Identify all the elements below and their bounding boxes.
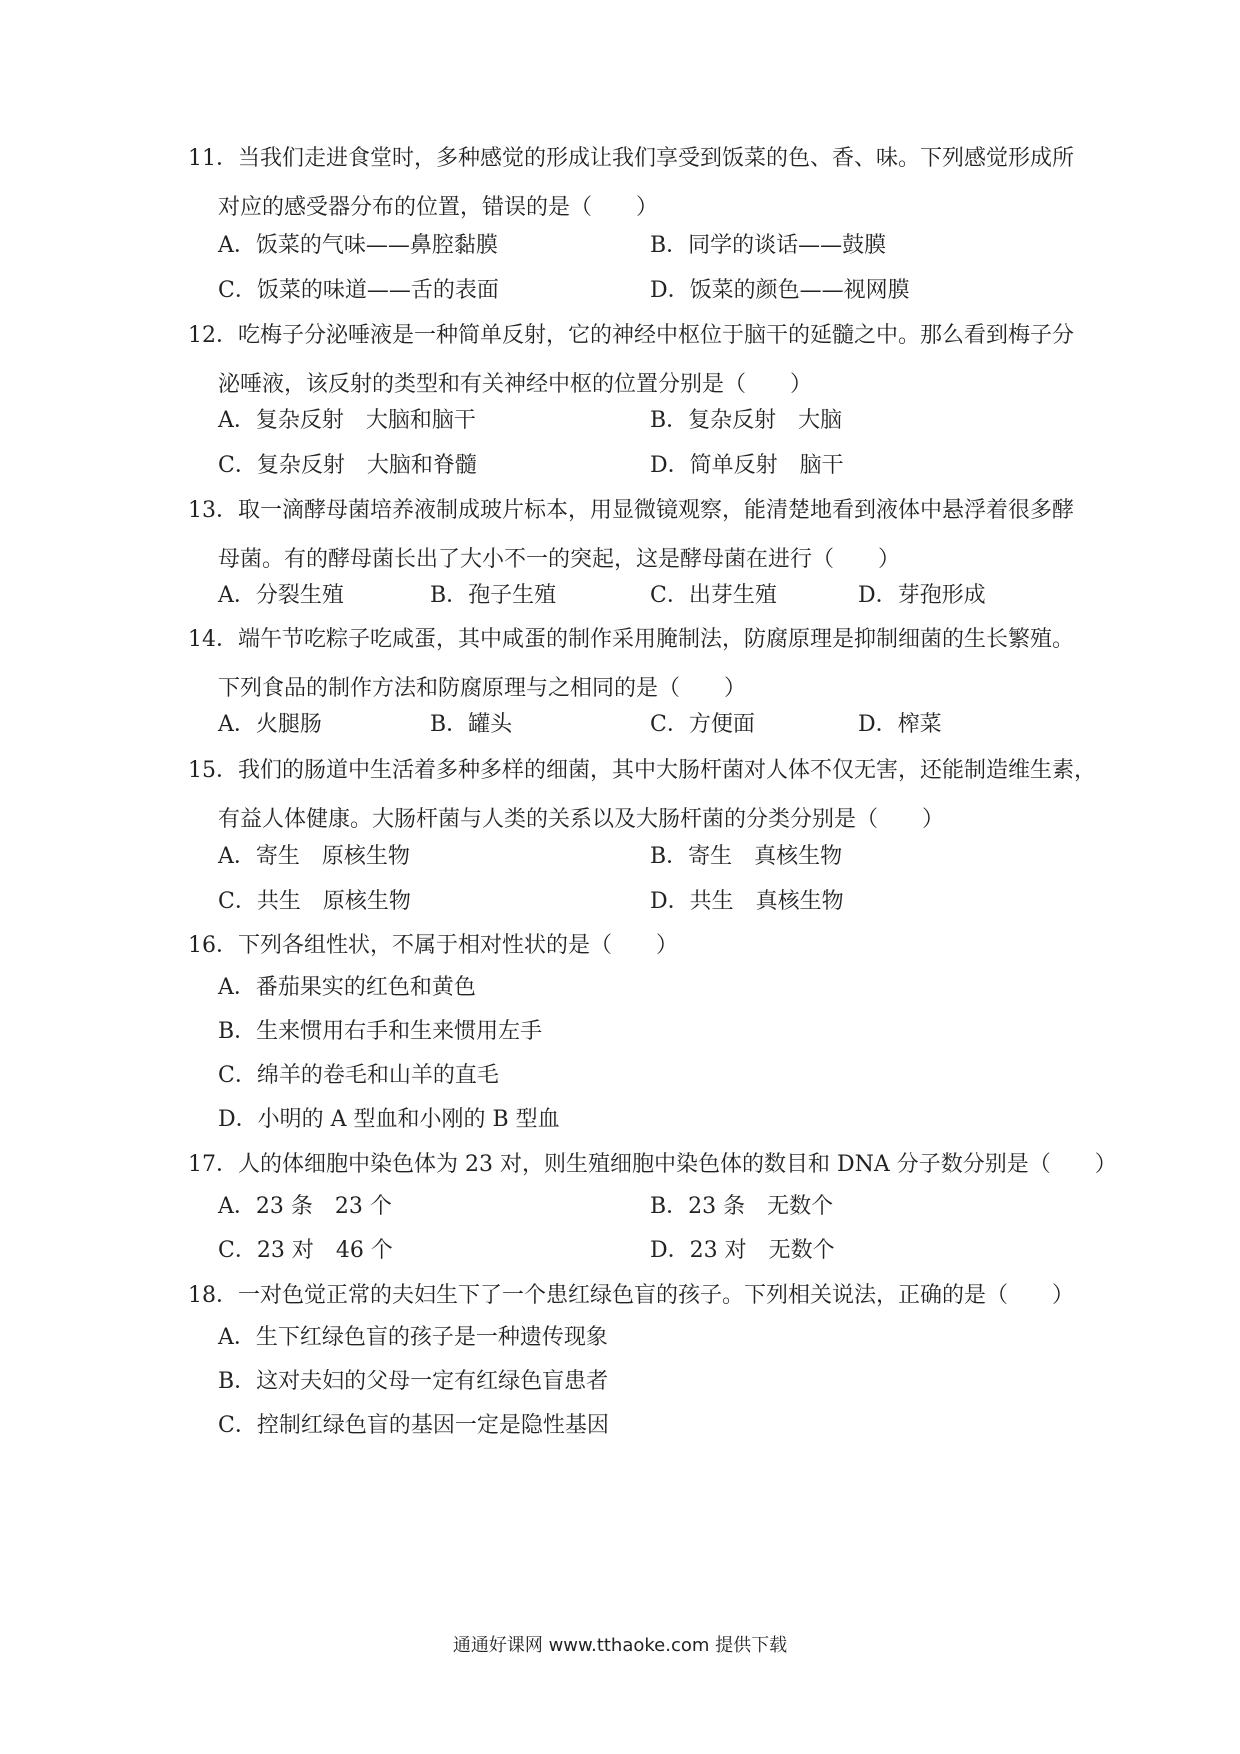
option-a: A．饭菜的气味——鼻腔黏膜 [218, 233, 498, 258]
option-d: D．芽孢形成 [858, 583, 986, 608]
option-b: B．生来惯用右手和生来惯用左手 [218, 1019, 543, 1044]
question-12 [188, 311, 1074, 409]
question-16 [188, 921, 1058, 970]
question-text-cont: 泌唾液，该反射的类型和有关神经中枢的位置分别是（ ） [218, 372, 813, 397]
option-b: B．复杂反射 大脑 [650, 408, 843, 433]
question-text-cont: 下列食品的制作方法和防腐原理与之相同的是（ ） [218, 676, 747, 701]
option-a: A．23 条 23 个 [218, 1194, 392, 1219]
question-13 [188, 486, 1074, 584]
option-d: D．23 对 无数个 [650, 1238, 835, 1263]
option-b: B．孢子生殖 [430, 583, 557, 608]
page-footer: 通通好课网 www.tthaoke.com 提供下载 [452, 1635, 788, 1656]
option-b: B．寄生 真核生物 [650, 844, 843, 869]
option-d: D．榨菜 [858, 712, 942, 737]
question-text: 16．下列各组性状，不属于相对性状的是（ ） [188, 933, 678, 958]
option-b: B．同学的谈话——鼓膜 [650, 233, 887, 258]
option-c: C．方便面 [650, 712, 755, 737]
option-b: B．这对夫妇的父母一定有红绿色盲患者 [218, 1369, 609, 1394]
option-c: C．绵羊的卷毛和山羊的直毛 [218, 1063, 499, 1088]
question-15 [188, 746, 1096, 844]
option-d: D．饭菜的颜色——视网膜 [650, 278, 910, 303]
option-c: C．23 对 46 个 [218, 1238, 393, 1263]
question-text: 17．人的体细胞中染色体为 23 对，则生殖细胞中染色体的数目和 DNA 分子数分别是（ ） [188, 1152, 1117, 1177]
question-17 [188, 1140, 1117, 1189]
question-text: 13．取一滴酵母菌培养液制成玻片标本，用显微镜观察，能清楚地看到液体中悬浮着很多酵 [188, 498, 1074, 523]
question-text-cont: 有益人体健康。大肠杆菌与人类的关系以及大肠杆菌的分类分别是（ ） [218, 807, 945, 832]
option-a: A．寄生 原核生物 [218, 844, 410, 869]
option-c: C．控制红绿色盲的基因一定是隐性基因 [218, 1413, 609, 1438]
option-b: B．罐头 [430, 712, 513, 737]
option-c: C．复杂反射 大脑和脊髓 [218, 453, 477, 478]
question-14 [188, 615, 1074, 713]
question-text: 18．一对色觉正常的夫妇生下了一个患红绿色盲的孩子。下列相关说法，正确的是（ ） [188, 1283, 1074, 1308]
option-a: A．复杂反射 大脑和脑干 [218, 408, 476, 433]
question-text-cont: 母菌。有的酵母菌长出了大小不一的突起，这是酵母菌在进行（ ） [218, 547, 901, 572]
option-a: A．番茄果实的红色和黄色 [218, 975, 476, 1000]
question-text-cont: 对应的感受器分布的位置，错误的是（ ） [218, 195, 659, 220]
option-d: D．小明的 A 型血和小刚的 B 型血 [218, 1107, 560, 1132]
question-text: 15．我们的肠道中生活着多种多样的细菌，其中大肠杆菌对人体不仅无害，还能制造维生素， [188, 758, 1096, 783]
option-d: D．简单反射 脑干 [650, 453, 844, 478]
option-c: C．饭菜的味道——舌的表面 [218, 278, 499, 303]
question-text: 12．吃梅子分泌唾液是一种简单反射，它的神经中枢位于脑干的延髓之中。那么看到梅子分 [188, 323, 1074, 348]
question-text: 14．端午节吃粽子吃咸蛋，其中咸蛋的制作采用腌制法，防腐原理是抑制细菌的生长繁殖。 [188, 627, 1074, 652]
option-c: C．共生 原核生物 [218, 889, 411, 914]
option-b: B．23 条 无数个 [650, 1194, 834, 1219]
question-18 [188, 1271, 1074, 1320]
question-11 [188, 134, 1074, 232]
option-a: A．生下红绿色盲的孩子是一种遗传现象 [218, 1325, 608, 1350]
option-a: A．火腿肠 [218, 712, 322, 737]
question-text: 11．当我们走进食堂时，多种感觉的形成让我们享受到饭菜的色、香、味。下列感觉形成所 [188, 146, 1074, 171]
option-c: C．出芽生殖 [650, 583, 777, 608]
option-a: A．分裂生殖 [218, 583, 344, 608]
option-d: D．共生 真核生物 [650, 889, 844, 914]
